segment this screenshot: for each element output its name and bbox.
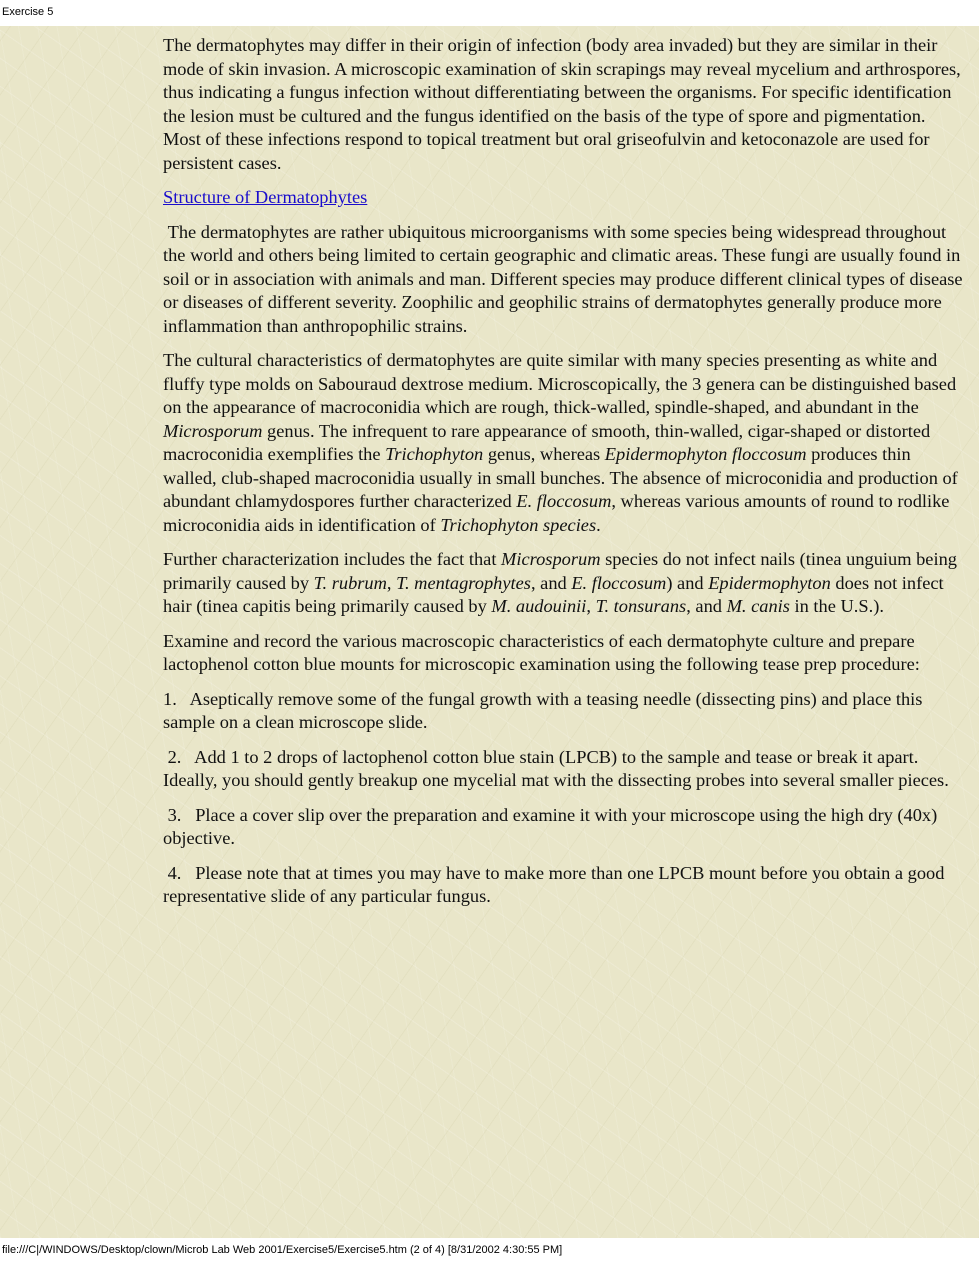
species-name: T. rubrum (313, 572, 387, 593)
procedure-step-4: 4. Please note that at times you may have to make more than one LPCB mount before you obtain a good representative slide of any particular fungus. (163, 862, 950, 906)
structure-of-dermatophytes-link[interactable]: Structure of Dermatophytes (163, 187, 368, 207)
text-run: does not infect hair (tinea capitis being primarily caused by (163, 572, 944, 616)
text-run: genus. The infrequent to rare appearance of smooth, thin-walled, cigar-shaped or distorted macroconidia exemplifies the (163, 420, 931, 464)
document-body (0, 26, 979, 1238)
species-name: T. tonsurans (595, 596, 687, 616)
genus-name: Trichophyton (385, 444, 484, 464)
text-run: genus, whereas (483, 444, 605, 464)
text-run: , whereas various amounts of round to rodlike microconidia aids in identification of (163, 491, 950, 535)
species-name: Trichophyton species (440, 514, 597, 535)
further-characterization-paragraph (163, 548, 963, 619)
species-name: E. floccosum (516, 491, 612, 511)
text-column (163, 34, 968, 920)
text-run: , (386, 572, 397, 593)
text-run: , and (686, 596, 727, 616)
text-run: The cultural characteristics of dermatophytes are quite similar with many species presenting as white and fluffy type molds on Sabouraud dextrose medium. Microscopically, the 3 genera can be distinguished based on the appearance of macroconidia which are rough, thick-walled, spindle-shaped, and abundant in the (163, 350, 957, 417)
text-run: . (596, 514, 601, 535)
genus-name: Microsporum (163, 420, 263, 441)
structure-link-paragraph (163, 186, 963, 210)
species-name: T. mentagrophytes (396, 572, 531, 593)
text-run: in the U.S.). (789, 596, 884, 616)
text-run: , (586, 596, 596, 616)
genus-name: Microsporum (501, 549, 601, 569)
genus-name: Epidermophyton (708, 572, 831, 593)
species-name: M. canis (726, 596, 790, 616)
text-run: produces thin walled, club-shaped macroconidia usually in small bunches. The absence of microconidia and production of abundant chlamydospores further characterized (163, 444, 958, 511)
print-footer-url: file:///C|/WINDOWS/Desktop/clown/Microb Lab Web 2001/Exercise5/Exercise5.htm (2 of 4) [8/31/2002 4:30:55 PM] (2, 1244, 563, 1256)
intro-paragraph: The dermatophytes may differ in their origin of infection (body area invaded) but they are similar in their mode of skin invasion. A microscopic examination of skin scrapings may reveal mycelium and arthrospores, thus indicating a fungus infection without differentiating between the organisms. For specific identification the lesion must be cultured and the fungus identified on the basis of the type of spore and pigmentation. Most of these infections respond to topical treatment but oral griseofulvin and ketoconazole are used for persistent cases. (163, 35, 961, 173)
procedure-step-2: 2. Add 1 to 2 drops of lactophenol cotton blue stain (LPCB) to the sample and tease or break it apart. Ideally, you should gently breakup one mycelial mat with the dissecting probes into several smaller pieces. (163, 746, 949, 790)
ubiquity-paragraph: The dermatophytes are rather ubiquitous microorganisms with some species being widespread throughout the world and others being limited to certain geographic and climatic areas. These fungi are usually found in soil or in association with animals and man. Different species may produce different clinical types of disease or diseases of different severity. Zoophilic and geophilic strains of dermatophytes generally produce more inflammation than anthropophilic strains. (163, 221, 968, 336)
text-run: , and (530, 572, 572, 593)
examine-paragraph: Examine and record the various macroscopic characteristics of each dermatophyte culture and prepare lactophenol cotton blue mounts for microscopic examination using the following tease prep procedure: (163, 630, 920, 674)
species-name: M. audouinii (491, 596, 587, 616)
text-run: ) and (666, 572, 709, 593)
species-name: Epidermophyton floccosum (604, 444, 807, 464)
procedure-step-3: 3. Place a cover slip over the preparation and examine it with your microscope using the high dry (40x) objective. (163, 804, 942, 848)
cultural-characteristics-paragraph (163, 349, 963, 537)
text-run: Further characterization includes the fact that (163, 549, 502, 569)
print-header: Exercise 5 (2, 6, 54, 18)
procedure-step-1: 1. Aseptically remove some of the fungal growth with a teasing needle (dissecting pins) and place this sample on a clean microscope slide. (163, 688, 928, 732)
text-run: species do not infect nails (tinea unguium being primarily caused by (163, 549, 957, 593)
species-name: E. floccosum (571, 572, 667, 593)
